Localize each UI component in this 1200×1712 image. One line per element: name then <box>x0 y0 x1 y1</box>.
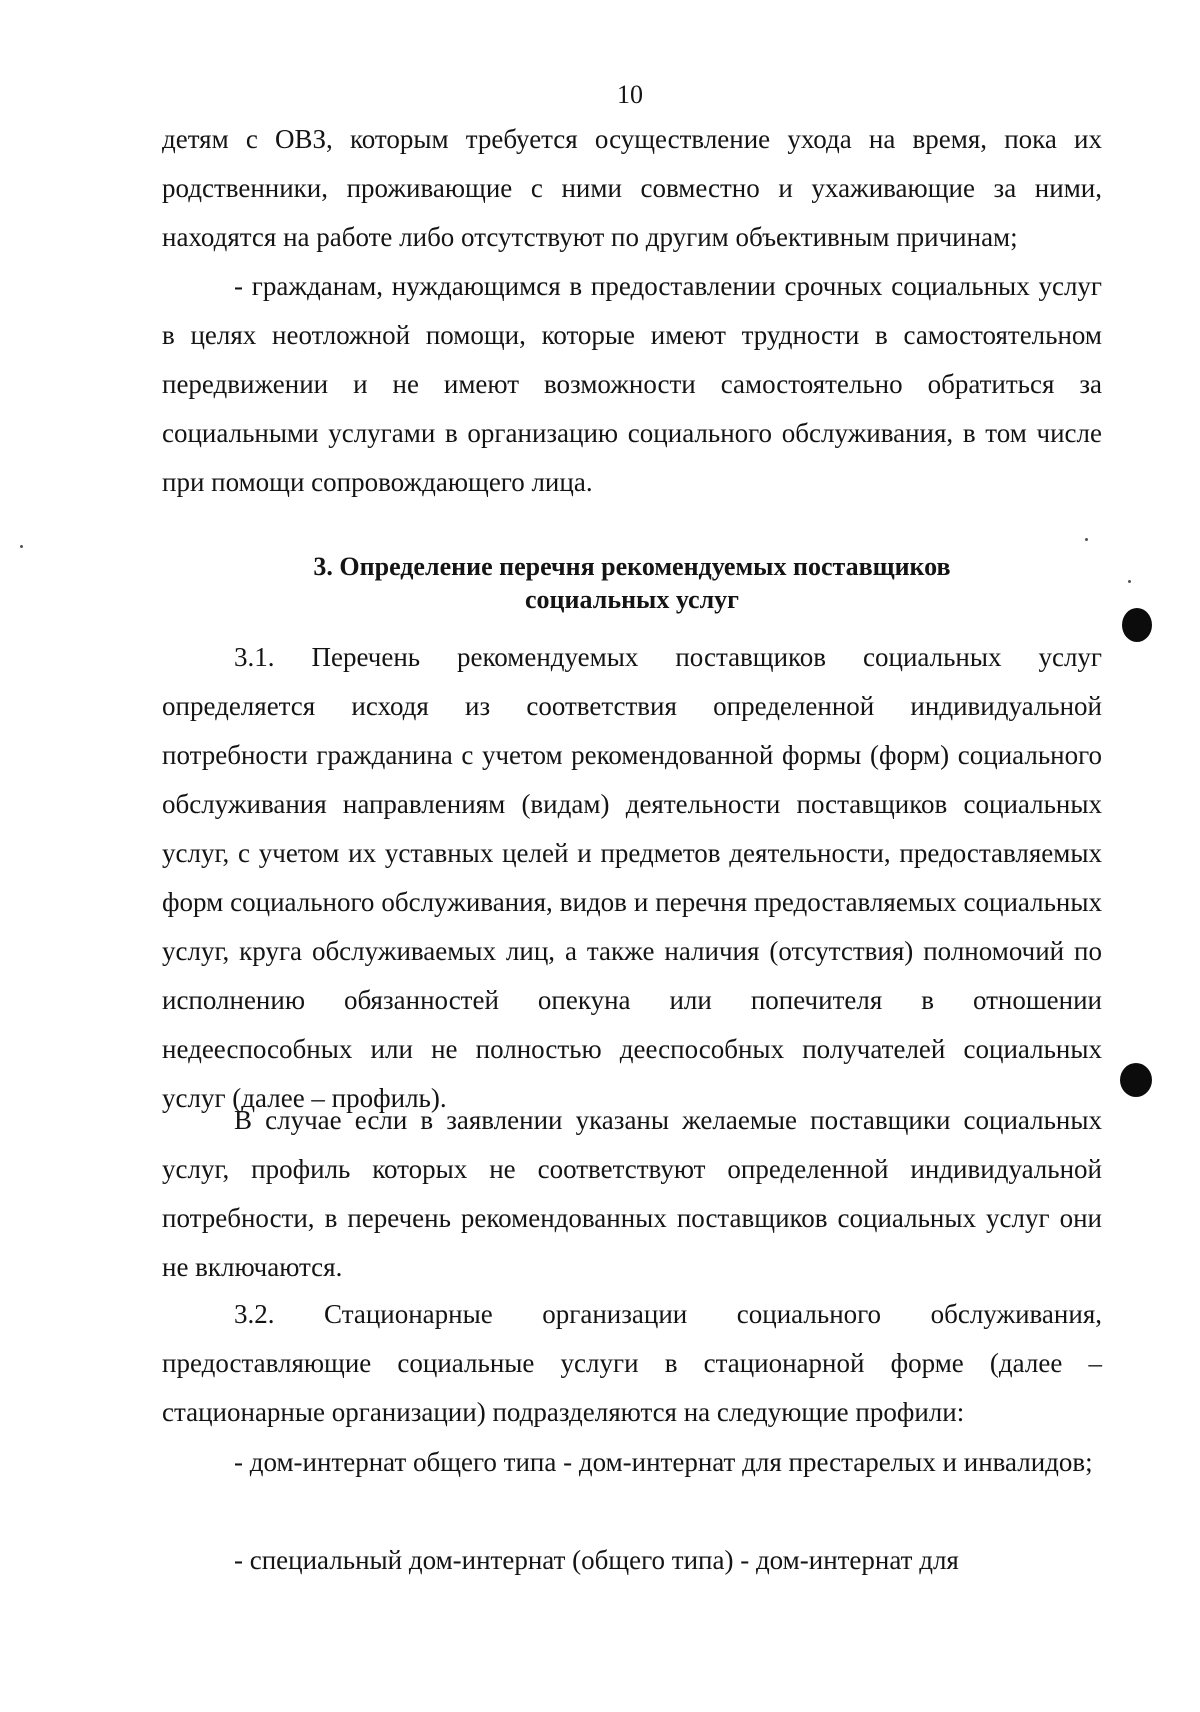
paragraph-3-2: 3.2. Стационарные организации социального обслуживания, предоставляющие социальные услуги в стационарной форме (далее – стационарные организации) подразделяются на следующие профили: <box>162 1299 1102 1427</box>
list-item-special-home: - специальный дом-интернат (общего типа) - дом-интернат для <box>234 1545 959 1575</box>
scan-blot-bottom <box>1120 1063 1152 1097</box>
page-number: 10 <box>617 80 643 109</box>
paragraph-continuation: детям с ОВЗ, которым требуется осуществление ухода на время, пока их родственники, проживающие с ними совместно и ухаживающие за ними, находятся на работе либо отсутствуют по другим объективным причинам; <box>162 124 1102 252</box>
list-item-general-home: - дом-интернат общего типа - дом-интернат для престарелых и инвалидов; <box>234 1447 1093 1477</box>
scan-speck <box>1085 538 1088 541</box>
paragraph-urgent-services: - гражданам, нуждающимся в предоставлении срочных социальных услуг в целях неотложной помощи, которые имеют трудности в самостоятельном передвижении и не имеют возможности самостоятельно обратиться за социальными услугами в организацию социального обслуживания, в том числе при помощи сопровождающего лица. <box>162 271 1102 497</box>
section-heading-line-1: 3. Определение перечня рекомендуемых поставщиков <box>313 552 951 581</box>
paragraph-3-1: 3.1. Перечень рекомендуемых поставщиков социальных услуг определяется исходя из соответствия определенной индивидуальной потребности гражданина с учетом рекомендованной формы (форм) социального обслуживания направлениям (видам) деятельности поставщиков социальных услуг, с учетом их уставных целей и предметов деятельности, предоставляемых форм социального обслуживания, видов и перечня предоставляемых социальных услуг, круга обслуживаемых лиц, а также наличия (отсутствия) полномочий по исполнению обязанностей опекуна или попечителя в отношении недееспособных или не полностью дееспособных получателей социальных услуг (далее – профиль). <box>162 642 1102 1113</box>
paragraph-excluded-providers: В случае если в заявлении указаны желаемые поставщики социальных услуг, профиль которых не соответствуют определенной индивидуальной потребности, в перечень рекомендованных поставщиков социальных услуг они не включаются. <box>162 1105 1102 1282</box>
section-heading <box>162 550 1102 616</box>
section-heading-line-2: социальных услуг <box>525 585 739 614</box>
scan-speck <box>1128 580 1131 583</box>
scan-blot-top <box>1122 608 1152 642</box>
scan-speck <box>20 545 23 548</box>
